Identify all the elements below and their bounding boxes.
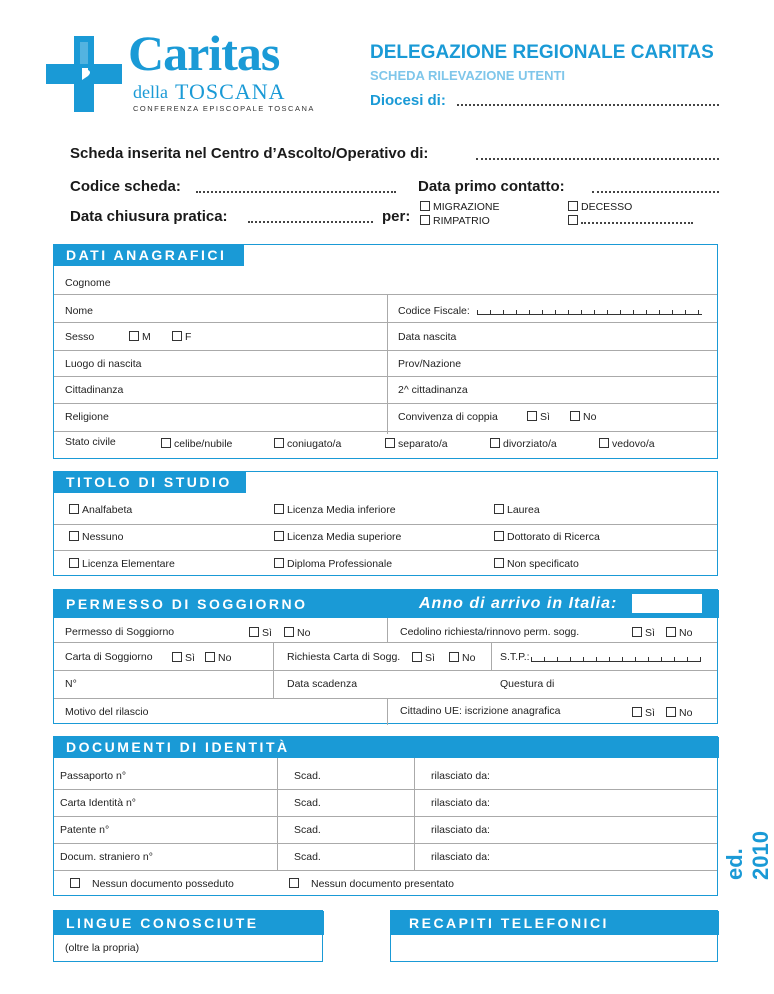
doc-row-label: Patente n° [60,824,110,836]
checkbox[interactable] [494,504,504,514]
stato-celibe[interactable]: celibe/nubile [161,438,232,450]
studio-opt[interactable]: Nessuno [69,531,123,543]
rilasciato-label: rilasciato da: [431,824,490,836]
stato-coniugato[interactable]: coniugato/a [274,438,341,450]
sesso-f[interactable]: F [172,331,191,343]
checkbox[interactable] [570,411,580,421]
logo-conference: CONFERENZA EPISCOPALE TOSCANA [133,104,315,113]
codice-fiscale-field[interactable] [477,309,702,315]
checkbox[interactable] [568,201,578,211]
scad-label: Scad. [294,770,321,782]
nome-label: Nome [65,305,94,317]
stp-field[interactable] [531,656,701,662]
checkbox[interactable] [490,438,500,448]
carta-label: Carta di Soggiorno [65,651,153,663]
checkbox[interactable] [494,531,504,541]
section-title: DOCUMENTI DI IDENTITÀ [54,737,719,758]
data-primo-label: Data primo contatto: [418,178,565,195]
data-chiusura-field[interactable] [248,221,373,223]
logo-caritas: Caritas [128,25,280,81]
checkbox[interactable] [632,627,642,637]
logo-region: TOSCANA [175,79,286,104]
header-title: DELEGAZIONE REGIONALE CARITAS [370,42,714,63]
checkbox[interactable] [69,558,79,568]
checkbox[interactable] [666,707,676,717]
data-scadenza-label: Data scadenza [287,678,358,690]
section-recapiti [390,910,718,962]
studio-opt[interactable]: Diploma Professionale [274,558,392,570]
checkbox[interactable] [129,331,139,341]
checkbox[interactable] [666,627,676,637]
stato-vedovo[interactable]: vedovo/a [599,438,655,450]
section-documenti [53,736,718,896]
permesso-no[interactable]: No [284,627,310,639]
codice-scheda-label: Codice scheda: [70,178,181,195]
checkbox[interactable] [274,504,284,514]
studio-opt[interactable]: Licenza Media superiore [274,531,401,543]
scad-label: Scad. [294,797,321,809]
checkbox[interactable] [420,215,430,225]
checkbox[interactable] [284,627,294,637]
checkbox[interactable] [274,438,284,448]
studio-opt[interactable]: Analfabeta [69,504,132,516]
checkbox[interactable] [274,558,284,568]
checkbox[interactable] [632,707,642,717]
cittadinanza2-label: 2^ cittadinanza [398,384,468,396]
data-chiusura-label: Data chiusura pratica: [70,208,228,225]
convivenza-si[interactable]: Sì [527,411,550,423]
cittadinanza-label: Cittadinanza [65,384,124,396]
data-primo-field[interactable] [592,191,719,193]
section-title: LINGUE CONOSCIUTE [54,911,324,935]
checkbox[interactable] [412,652,422,662]
rilasciato-label: rilasciato da: [431,851,490,863]
diocesi-label: Diocesi di: [370,92,446,109]
data-nascita-label: Data nascita [398,331,457,343]
studio-opt[interactable]: Laurea [494,504,540,516]
opt-decesso[interactable]: DECESSO [568,201,632,213]
section-anagrafici [53,244,718,459]
ue-si[interactable]: Sì [632,707,655,719]
questura-label: Questura di [500,678,555,690]
carta-no[interactable]: No [205,652,231,664]
ue-no[interactable]: No [666,707,692,719]
nessuno-posseduto[interactable]: Nessun documento posseduto [70,878,234,890]
checkbox[interactable] [249,627,259,637]
checkbox[interactable] [494,558,504,568]
rilasciato-label: rilasciato da: [431,770,490,782]
section-studio [53,471,718,576]
lingue-note: (oltre la propria) [65,942,140,954]
cedolino-label: Cedolino richiesta/rinnovo perm. sogg. [400,626,580,638]
opt-migrazione[interactable]: MIGRAZIONE [420,201,500,213]
stato-divorziato[interactable]: divorziato/a [490,438,557,450]
checkbox[interactable] [274,531,284,541]
religione-label: Religione [65,411,109,423]
nessuno-presentato[interactable]: Nessun documento presentato [289,878,454,890]
convivenza-no[interactable]: No [570,411,596,423]
checkbox[interactable] [568,215,578,225]
section-title: RECAPITI TELEFONICI [391,911,719,935]
cognome-label: Cognome [65,277,111,289]
checkbox[interactable] [385,438,395,448]
scheda-inserita-field[interactable] [476,158,719,160]
cedolino-si[interactable]: Sì [632,627,655,639]
codice-scheda-field[interactable] [196,191,396,193]
cedolino-no[interactable]: No [666,627,692,639]
checkbox[interactable] [420,201,430,211]
checkbox[interactable] [449,652,459,662]
caritas-cross-icon [44,34,124,114]
richiesta-carta-label: Richiesta Carta di Sogg. [287,651,401,663]
richiesta-no[interactable]: No [449,652,475,664]
motivo-label: Motivo del rilascio [65,706,149,718]
edition-label: ed. 2010 [722,831,773,880]
rilasciato-label: rilasciato da: [431,797,490,809]
logo-della: della [133,82,168,102]
checkbox[interactable] [599,438,609,448]
sesso-m[interactable]: M [129,331,151,343]
scad-label: Scad. [294,824,321,836]
checkbox[interactable] [289,878,299,888]
doc-row-label: Carta Identità n° [60,797,136,809]
convivenza-label: Convivenza di coppia [398,411,498,423]
section-permesso [53,589,718,724]
anno-arrivo-field[interactable] [632,594,702,613]
per-label: per: [382,208,411,225]
codice-fiscale-label: Codice Fiscale: [398,305,470,317]
richiesta-si[interactable]: Sì [412,652,435,664]
studio-opt[interactable]: Dottorato di Ricerca [494,531,600,543]
checkbox[interactable] [205,652,215,662]
stato-separato[interactable]: separato/a [385,438,448,450]
checkbox[interactable] [69,531,79,541]
permesso-label: Permesso di Soggiorno [65,626,175,638]
checkbox[interactable] [70,878,80,888]
opt-other[interactable] [568,215,693,227]
checkbox[interactable] [172,331,182,341]
checkbox[interactable] [172,652,182,662]
stato-civile-label: Stato civile [65,436,116,448]
diocesi-field[interactable] [457,104,719,106]
section-title: DATI ANAGRAFICI [54,245,244,266]
permesso-si[interactable]: Sì [249,627,272,639]
studio-opt[interactable]: Non specificato [494,558,579,570]
opt-rimpatrio[interactable]: RIMPATRIO [420,215,490,227]
header-subtitle: SCHEDA RILEVAZIONE UTENTI [370,68,566,83]
numero-label: N° [65,678,77,690]
studio-opt[interactable]: Licenza Elementare [69,558,175,570]
studio-opt[interactable]: Licenza Media inferiore [274,504,396,516]
scheda-inserita-label: Scheda inserita nel Centro d’Ascolto/Operativo di: [70,145,429,162]
section-title: TITOLO DI STUDIO [54,472,246,493]
luogo-nascita-label: Luogo di nascita [65,358,142,370]
carta-si[interactable]: Sì [172,652,195,664]
doc-row-label: Docum. straniero n° [60,851,153,863]
stp-label: S.T.P.: [500,651,530,663]
checkbox[interactable] [69,504,79,514]
cittadino-ue-label: Cittadino UE: iscrizione anagrafica [400,705,561,717]
prov-nazione-label: Prov/Nazione [398,358,462,370]
doc-row-label: Passaporto n° [60,770,127,782]
sesso-label: Sesso [65,331,95,343]
section-lingue [53,910,323,962]
anno-arrivo-label: Anno di arrivo in Italia: [419,595,618,612]
checkbox[interactable] [527,411,537,421]
scad-label: Scad. [294,851,321,863]
section-title: PERMESSO DI SOGGIORNO [54,590,719,618]
checkbox[interactable] [161,438,171,448]
